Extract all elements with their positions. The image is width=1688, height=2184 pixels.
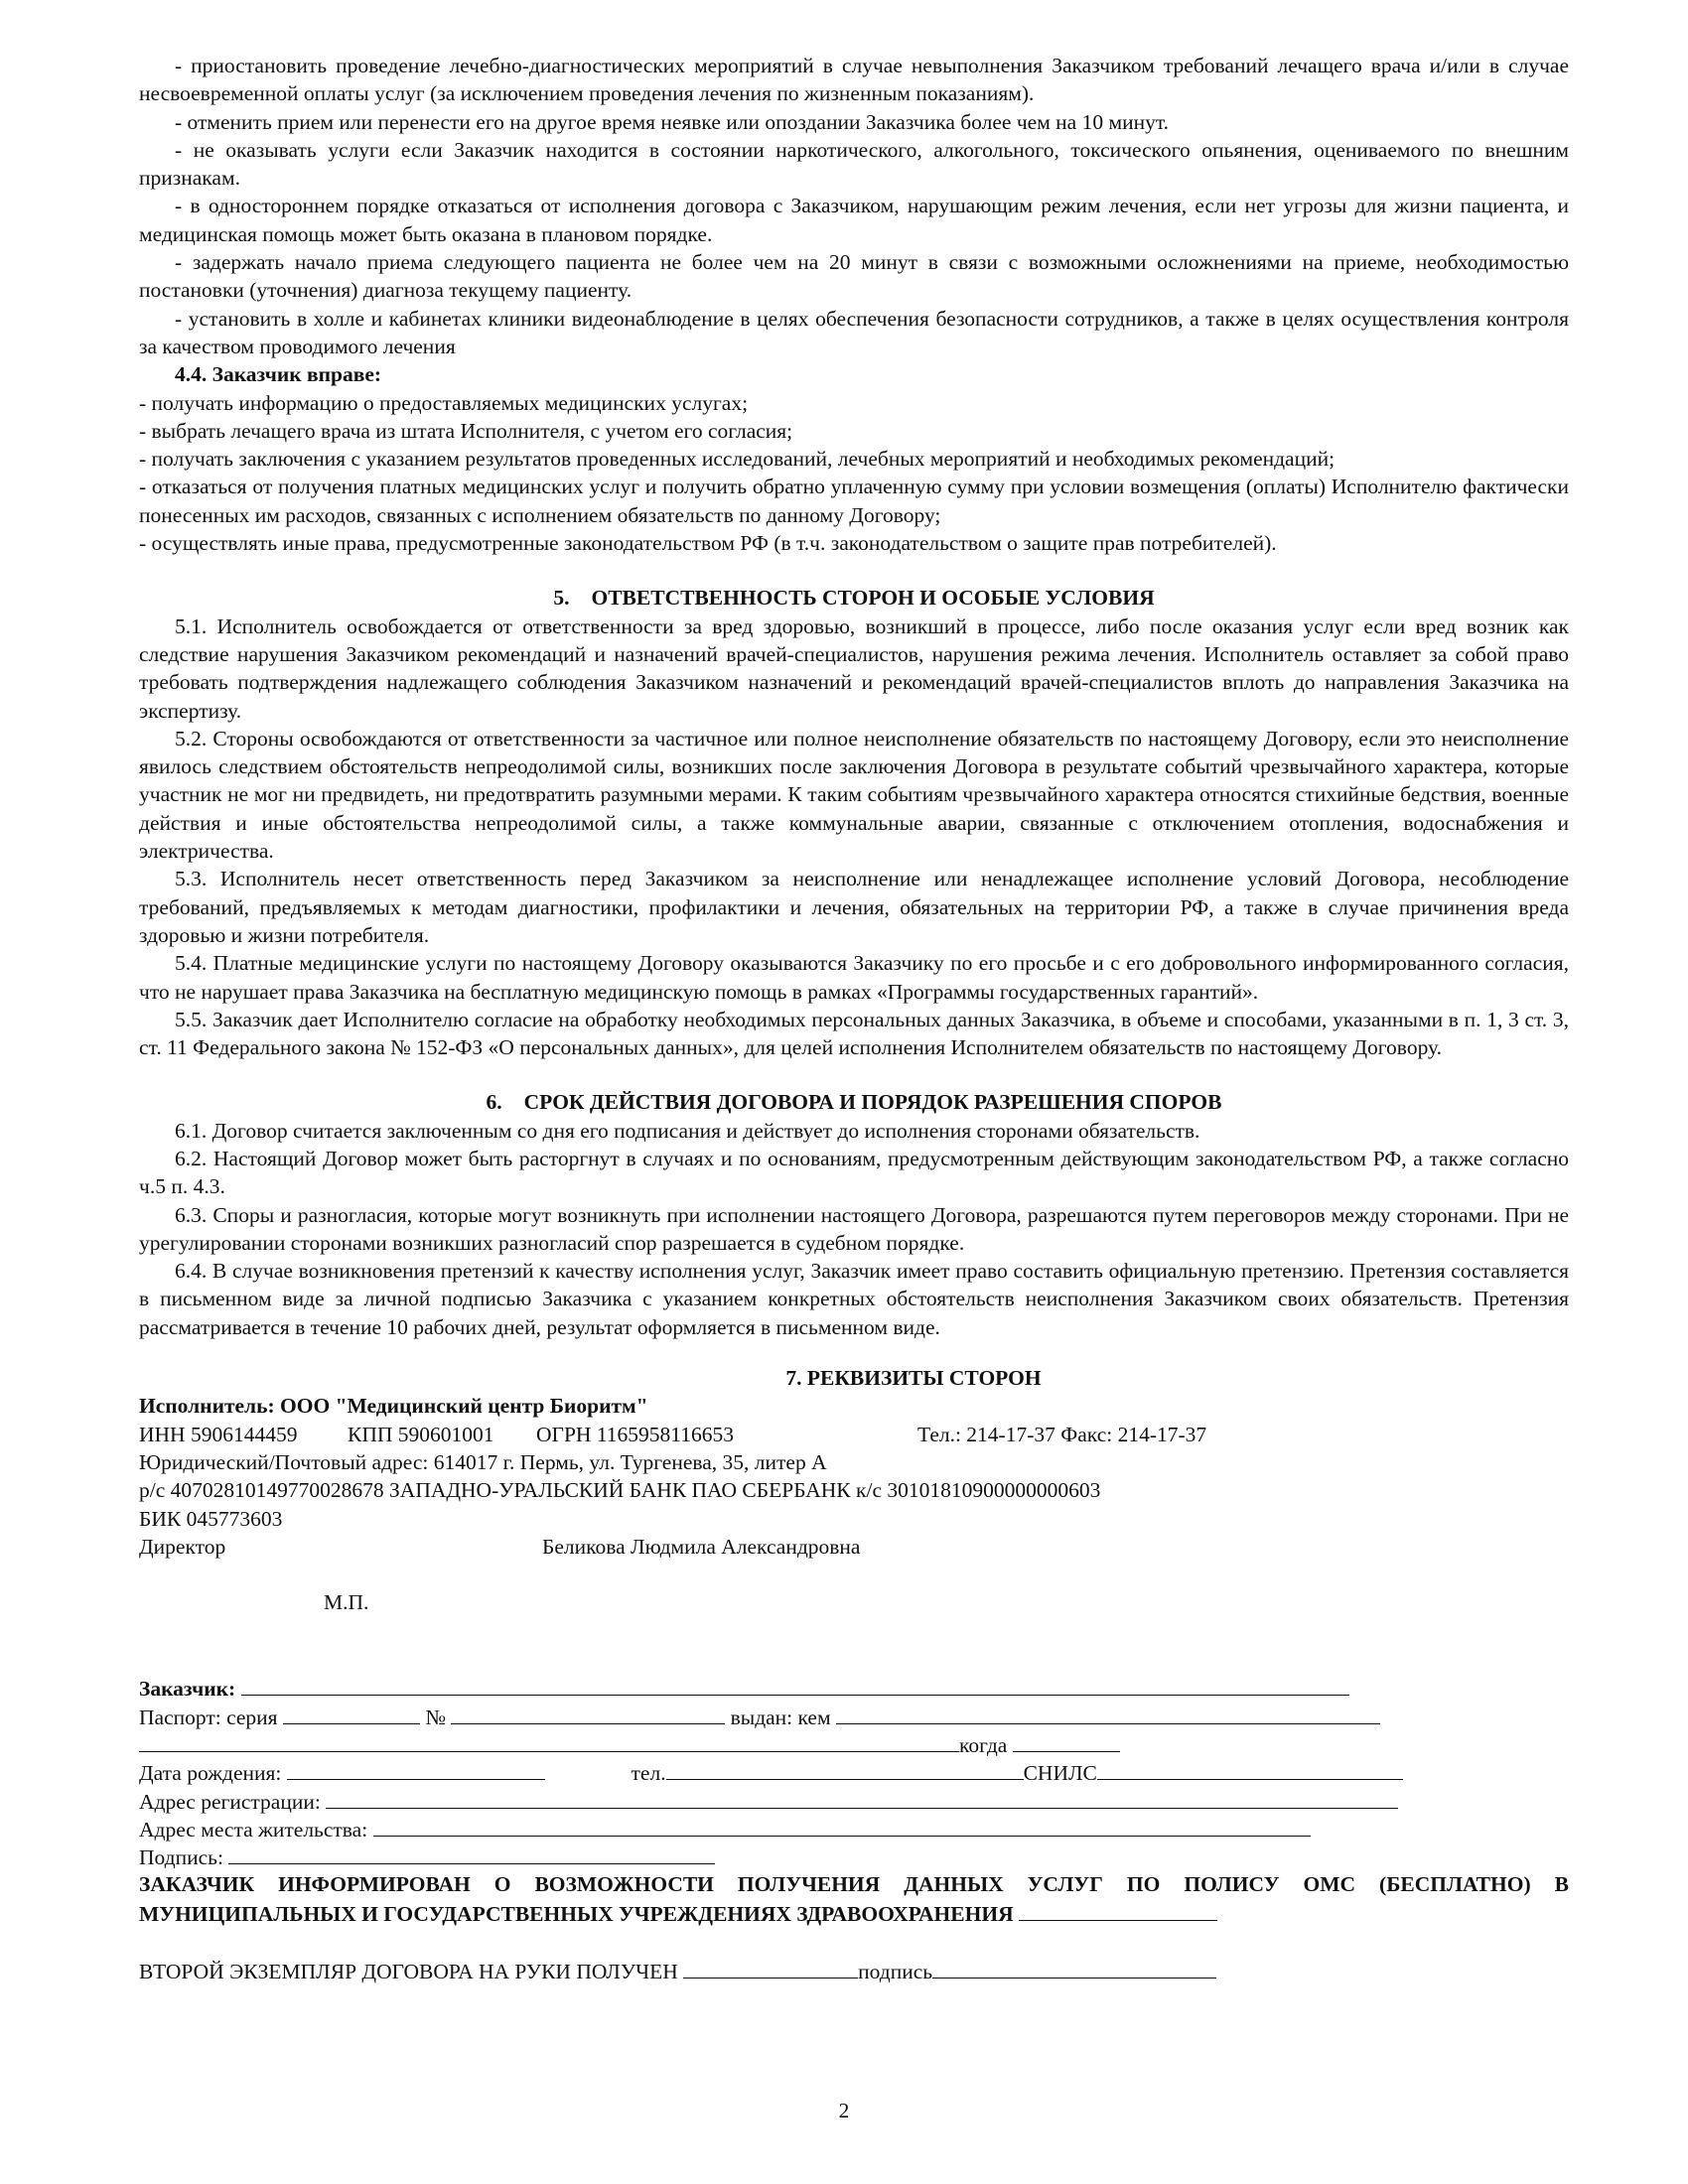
executor-right-item: - установить в холле и кабинетах клиники видеонаблюдение в целях обеспечения безопасности сотрудников, а также в целях осуществления контроля за качеством проводимого лечения (139, 306, 1569, 358)
executor-right-item: - задержать начало приема следующего пациента не более чем на 20 минут в связи с возможными осложнениями на приеме, необходимостью постановки (уточнения) диагноза текущему пациенту. (139, 250, 1569, 303)
birth-row (139, 1757, 1569, 1785)
passport-number-label: № (425, 1705, 446, 1729)
section-7-heading: 7. РЕКВИЗИТЫ СТОРОН (785, 1366, 1042, 1391)
clause-paragraph: 6.3. Споры и разногласия, которые могут возникнуть при исполнении настоящего Договора, разрешаются путем переговоров между сторонами. При не урегулировании сторонами возникших разногласий спор разрешается в судебном порядке. (139, 1202, 1569, 1255)
second-copy-row (139, 1956, 1569, 1983)
kpp: КПП 590601001 (348, 1422, 494, 1446)
clause-paragraph: 6.1. Договор считается заключенным со дня его подписания и действует до исполнения сторонами обязательств. (175, 1118, 1200, 1143)
second-copy-field[interactable] (683, 1956, 858, 1979)
stamp-place: М.П. (324, 1590, 369, 1615)
customer-label: Заказчик: (139, 1677, 236, 1702)
birth-date-field[interactable] (287, 1757, 545, 1780)
director-row (139, 1533, 1569, 1561)
executor-bank: р/с 40702810149770028678 ЗАПАДНО-УРАЛЬСКИЙ БАНК ПАО СБЕРБАНК к/с 30101810900000000603 (139, 1478, 1101, 1503)
clause-paragraph: 5.1. Исполнитель освобождается от ответственности за вред здоровью, возникший в процессе, либо после оказания услуг если вред возник как следствие нарушения Заказчиком рекомендаций и назначений врачей-специалистов, нарушения режима лечения. Исполнитель оставляет за собой право требовать подтверждения надлежащего соблюдения Заказчиком назначений и рекомендаций врачей-специалистов вплоть до направления Заказчика на экспертизу. (139, 614, 1569, 723)
clause-paragraph: 5.3. Исполнитель несет ответственность перед Заказчиком за неисполнение или ненадлежащее исполнение условий Договора, несоблюдение требований, предъявляемых к методам диагностики, профилактики и лечения, обязательных на территории РФ, а также в случае причинения вреда здоровью и жизни потребителя. (139, 867, 1569, 947)
residence-address-label: Адрес места жительства: (139, 1817, 368, 1842)
clause-paragraph: 5.5. Заказчик дает Исполнителю согласие на обработку необходимых персональных данных Заказчика, в объеме и способами, указанными в п. 1, 3 ст. 3, ст. 11 Федерального закона № 152-ФЗ «О персональных данных», для целей исполнения Исполнителем обязательств по настоящему Договору. (139, 1007, 1569, 1060)
executor-rights-list (139, 52, 1569, 360)
clause-paragraph: 5.4. Платные медицинские услуги по настоящему Договору оказываются Заказчику по его просьбе и с его добровольного информированного согласия, что не нарушает права Заказчика на бесплатную медицинскую помощь в рамках «Программы государственных гарантий». (139, 951, 1569, 1004)
second-copy-label: ВТОРОЙ ЭКЗЕМПЛЯР ДОГОВОРА НА РУКИ ПОЛУЧЕН (139, 1960, 678, 1984)
section-5-heading (139, 584, 1569, 612)
clause-paragraph: 6.2. Настоящий Договор может быть расторгнут в случаях и по основаниям, предусмотренным действующим законодательством РФ, а также согласно ч.5 п. 4.3. (139, 1146, 1569, 1199)
oms-notice: ЗАКАЗЧИК ИНФОРМИРОВАН О ВОЗМОЖНОСТИ ПОЛУЧЕНИЯ ДАННЫХ УСЛУГ ПО ПОЛИСУ ОМС (БЕСПЛАТНО) В МУНИЦИПАЛЬНЫХ И ГОСУДАРСТВЕННЫХ УЧРЕЖДЕНИЯХ ЗДРАВООХРАНЕНИЯ (139, 1871, 1569, 1926)
passport-series-field[interactable] (283, 1702, 420, 1724)
executor-bik: БИК 045773603 (139, 1506, 283, 1531)
passport-series-label: Паспорт: серия (139, 1705, 278, 1729)
executor-right-item: - отменить прием или перенести его на другое время неявке или опоздании Заказчика более чем на 10 минут. (175, 109, 1169, 134)
passport-issuer-continuation-field[interactable] (139, 1729, 959, 1752)
phone-label: тел. (631, 1761, 666, 1786)
residence-address-field[interactable] (373, 1814, 1311, 1837)
second-copy-signature-field[interactable] (932, 1956, 1216, 1979)
section-6-number: 6. (486, 1090, 502, 1115)
customer-right-item: - получать заключения с указанием результатов проведенных исследований, лечебных мероприятий и необходимых рекомендаций; (139, 447, 1336, 472)
customer-details (139, 1673, 1569, 1983)
page-number: 2 (838, 2099, 850, 2122)
executor-right-item: - приостановить проведение лечебно-диагностических мероприятий в случае невыполнения Заказчиком требований лечащего врача и/или в случае несвоевременной оплаты услуг (за исключением проведения лечения по жизненным показаниям). (139, 54, 1569, 106)
section-5-body (139, 613, 1569, 1062)
ogrn: ОГРН 1165958116653 (536, 1422, 734, 1446)
inn: ИНН 5906144459 (139, 1422, 298, 1446)
signature-row (139, 1842, 1569, 1869)
customer-right-item: - получать информацию о предоставляемых медицинских услугах; (139, 390, 749, 415)
section-5-number: 5. (553, 586, 570, 611)
clause-paragraph: 6.4. В случае возникновения претензий к качеству исполнения услуг, Заказчик имеет право составить официальную претензию. Претензия составляется в письменном виде за личной подписью Заказчика с указанием конкретных обстоятельств неисполнения Заказчиком своих обязательств. Претензия рассматривается в течение 10 рабочих дней, результат оформляется в письменном виде. (139, 1259, 1569, 1339)
snils-label: СНИЛС (1023, 1761, 1097, 1786)
stamp-row (139, 1588, 1569, 1616)
passport-row (139, 1702, 1569, 1729)
executor-right-item: - в одностороннем порядке отказаться от исполнения договора с Заказчиком, нарушающим режим лечения, если нет угрозы для жизни пациента, и медицинская помощь может быть оказана в плановом порядке. (139, 194, 1569, 246)
registration-address-label: Адрес регистрации: (139, 1789, 321, 1814)
residence-address-row (139, 1814, 1569, 1842)
signature-label: Подпись: (139, 1845, 223, 1870)
section-4-4-title: 4.4. Заказчик вправе: (175, 362, 382, 387)
signature-field[interactable] (228, 1842, 715, 1864)
customer-right-item: - выбрать лечащего врача из штата Исполнителя, с учетом его согласия; (139, 418, 793, 443)
section-4-4 (139, 360, 1569, 557)
passport-number-field[interactable] (451, 1702, 725, 1724)
oms-notice-signature-field[interactable] (1019, 1898, 1217, 1921)
clause-paragraph: 5.2. Стороны освобождаются от ответственности за частичное или полное неисполнение обязательств по настоящему Договору, если это неисполнение явилось следствием обстоятельств непреодолимой силы, возникших после заключения Договора в результате событий чрезвычайного характера, которые участник не мог ни предвидеть, ни предотвратить разумными мерами. К таким событиям чрезвычайного характера относятся стихийные бедствия, военные действия и иные обстоятельства непреодолимой силы, а также коммунальные аварии, связанные с отключением отопления, водоснабжения и электричества. (139, 726, 1569, 864)
customer-name-field[interactable] (241, 1673, 1349, 1696)
passport-issued-field[interactable] (836, 1702, 1380, 1724)
snils-field[interactable] (1097, 1757, 1403, 1780)
section-6-body (139, 1117, 1569, 1341)
customer-right-item: - осуществлять иные права, предусмотренные законодательством РФ (в т.ч. законодательством о защите прав потребителей). (139, 531, 1277, 556)
passport-when-row (139, 1729, 1569, 1757)
customer-row (139, 1673, 1569, 1701)
phone-field[interactable] (666, 1757, 1024, 1780)
registration-address-row (139, 1786, 1569, 1814)
customer-right-item: - отказаться от получения платных медицинских услуг и получить обратно уплаченную сумму при условии возмещения (оплаты) Исполнителю фактически понесенных им расходов, связанных с исполнением обязательств по данному Договору; (139, 475, 1569, 527)
passport-when-field[interactable] (1013, 1729, 1120, 1752)
executor-name: Исполнитель: ООО "Медицинский центр Биоритм" (139, 1394, 648, 1419)
director-label: Директор (139, 1534, 226, 1559)
executor-right-item: - не оказывать услуги если Заказчик находится в состоянии наркотического, алкогольного, токсического опьянения, оцениваемого по внешним признакам. (139, 137, 1569, 191)
registration-address-field[interactable] (326, 1786, 1398, 1809)
phone-fax: Тел.: 214-17-37 Факс: 214-17-37 (917, 1422, 1207, 1446)
birth-date-label: Дата рождения: (139, 1761, 282, 1786)
section-6-title: СРОК ДЕЙСТВИЯ ДОГОВОРА И ПОРЯДОК РАЗРЕШЕНИЯ СПОРОВ (523, 1090, 1222, 1115)
passport-issued-label: выдан: кем (730, 1705, 831, 1729)
section-6-heading (139, 1088, 1569, 1116)
executor-address: Юридический/Почтовый адрес: 614017 г. Пермь, ул. Тургенева, 35, литер А (139, 1449, 827, 1474)
second-copy-sign-label: подпись (858, 1960, 933, 1984)
executor-ids-row (139, 1421, 1569, 1448)
executor-details (139, 1392, 1569, 1616)
director-name: Беликова Людмила Александровна (542, 1534, 861, 1559)
passport-when-label: когда (959, 1733, 1008, 1758)
section-5-title: ОТВЕТСТВЕННОСТЬ СТОРОН И ОСОБЫЕ УСЛОВИЯ (591, 586, 1155, 611)
